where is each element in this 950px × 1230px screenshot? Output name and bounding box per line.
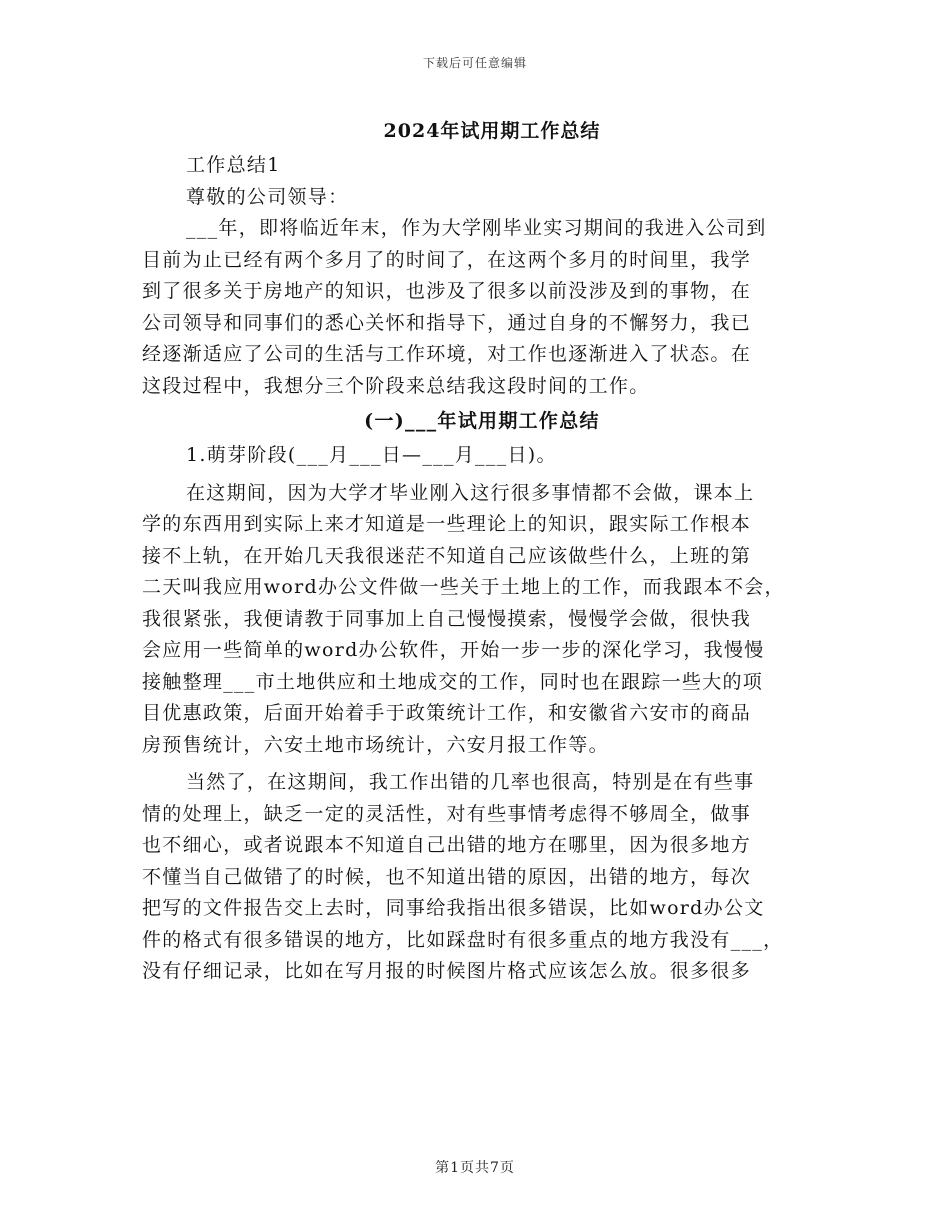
paragraph-line: 没有仔细记录，比如在写月报的时候图片格式应该怎么放。很多很多 bbox=[142, 960, 752, 982]
document-body bbox=[142, 150, 822, 988]
paragraph-line: 在这期间，因为大学才毕业刚入这行很多事情都不会做，课本上 bbox=[186, 481, 755, 504]
paragraph-line: 公司领导和同事们的悉心关怀和指导下，通过自身的不懈努力，我已 bbox=[142, 311, 752, 334]
paragraph-line: 接不上轨，在开始几天我很迷茫不知道自己应该做些什么，上班的第 bbox=[142, 544, 752, 567]
paragraph-line: 学的东西用到实际上来才知道是一些理论上的知识，跟实际工作根本 bbox=[142, 513, 752, 535]
paragraph-line: 当然了，在这期间，我工作出错的几率也很高，特别是在有些事 bbox=[186, 771, 755, 793]
paragraph-line: ___年，即将临近年末，作为大学刚毕业实习期间的我进入公司到 bbox=[186, 217, 767, 239]
page-footer: 第1页共7页 bbox=[435, 1160, 515, 1176]
paragraph-line: 我很紧张，我便请教于同事加上自己慢慢摸索，慢慢学会做，很快我 bbox=[142, 607, 752, 630]
section-label: 工作总结1 bbox=[186, 154, 281, 176]
paragraph-line: 到了很多关于房地产的知识，也涉及了很多以前没涉及到的事物，在 bbox=[142, 280, 752, 302]
paragraph-line: 件的格式有很多错误的地方，比如踩盘时有很多重点的地方我没有___， bbox=[142, 928, 784, 951]
section-subheading: (一)___年试用期工作总结 bbox=[364, 410, 600, 432]
stage-heading: 1.萌芽阶段(___月___日—___月___日)。 bbox=[186, 444, 557, 466]
paragraph-line: 二天叫我应用word办公文件做一些关于土地上的工作，而我跟本不会， bbox=[142, 576, 785, 598]
document-title: 2024年试用期工作总结 bbox=[383, 120, 601, 142]
paragraph-line: 目前为止已经有两个多月了的时间了，在这两个多月的时间里，我学 bbox=[142, 248, 752, 271]
paragraph-line: 会应用一些简单的word办公软件，开始一步一步的深化学习，我慢慢 bbox=[142, 639, 765, 661]
paragraph-line: 不懂当自己做错了的时候，也不知道出错的原因，出错的地方，每次 bbox=[142, 865, 752, 888]
paragraph-line: 目优惠政策，后面开始着手于政策统计工作，和安徽省六安市的商品 bbox=[142, 702, 752, 724]
header-note: 下载后可任意编辑 bbox=[422, 56, 527, 70]
paragraph-line: 这段过程中，我想分三个阶段来总结我这段时间的工作。 bbox=[142, 374, 650, 397]
greeting: 尊敬的公司领导： bbox=[186, 185, 349, 208]
paragraph-line: 也不细心，或者说跟本不知道自己出错的地方在哪里，因为很多地方 bbox=[142, 834, 752, 856]
paragraph-line: 经逐渐适应了公司的生活与工作环境，对工作也逐渐进入了状态。在 bbox=[142, 343, 752, 365]
paragraph-line: 接触整理___市土地供应和土地成交的工作，同时也在跟踪一些大的项 bbox=[142, 670, 764, 693]
paragraph-line: 情的处理上，缺乏一定的灵活性，对有些事情考虑得不够周全，做事 bbox=[142, 802, 752, 825]
paragraph-line: 房预售统计，六安土地市场统计，六安月报工作等。 bbox=[142, 733, 609, 756]
paragraph-line: 把写的文件报告交上去时，同事给我指出很多错误，比如word办公文 bbox=[142, 897, 765, 919]
